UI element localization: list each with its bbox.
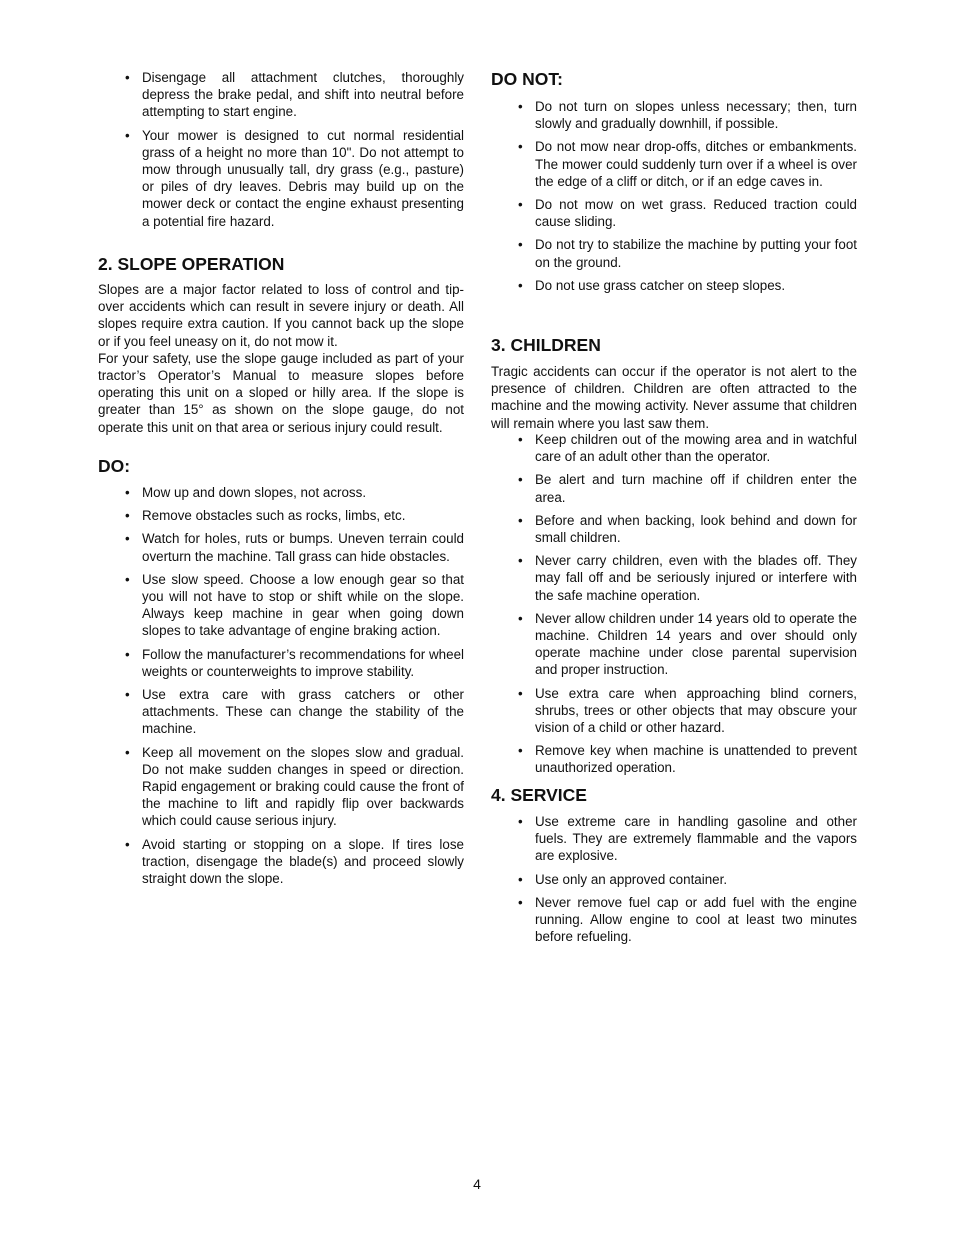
children-paragraph: Tragic accidents can occur if the operator is not alert to the presence of children. Children are often attracted to the machine and the mowing activity. Never assume that children will remain where you last saw them.: [491, 364, 857, 431]
section-heading-service: 4. SERVICE: [491, 785, 587, 805]
slope-text-block: [98, 281, 464, 436]
list-item-text: Do not mow near drop-offs, ditches or embankments. The mower could suddenly turn over if a wheel is over the edge of a cliff or ditch, or if an edge caves in.: [535, 139, 857, 189]
service-list-block: [491, 813, 857, 951]
list-item-text: Never carry children, even with the blades off. They may fall off and be seriously injured or interfere with the safe machine operation.: [535, 553, 857, 603]
list-item-text: Use slow speed. Choose a low enough gear so that you will not have to stop or shift while on the slope. Always keep machine in gear when going down slopes to take advantage of engine braking action.: [142, 571, 464, 639]
list-item: [491, 138, 857, 190]
service-bullet-list: [491, 813, 857, 945]
list-item-text: Avoid starting or stopping on a slope. If tires lose traction, disengage the blade(s) and proceed slowly straight down the slope.: [142, 836, 464, 887]
list-item-text: Do not turn on slopes unless necessary; then, turn slowly and gradually downhill, if possible.: [535, 99, 857, 132]
do-heading: DO:: [98, 456, 131, 476]
bullet-icon: •: [518, 237, 523, 253]
list-item: [491, 742, 857, 776]
list-item: [98, 484, 464, 501]
slope-paragraph-1: Slopes are a major factor related to loss of control and tip-over accidents which can result in severe injury or death. All slopes require extra caution. If you cannot back up the slope or if you feel uneasy on it, do not mow it.: [98, 282, 464, 349]
bullet-icon: •: [518, 432, 523, 447]
list-item: [98, 507, 464, 524]
do-not-bullet-list: [491, 98, 857, 294]
list-item: [491, 471, 857, 505]
list-item: [491, 236, 857, 270]
list-item-text: Do not use grass catcher on steep slopes.: [535, 277, 786, 293]
list-item-text: Mow up and down slopes, not across.: [142, 485, 367, 500]
intro-bullet-list: [98, 69, 464, 230]
do-not-heading: DO NOT:: [491, 69, 563, 89]
bullet-icon: •: [518, 512, 523, 528]
list-item-text: Do not mow on wet grass. Reduced traction could cause sliding.: [535, 197, 857, 230]
list-item: [491, 196, 857, 230]
bullet-icon: •: [125, 744, 130, 760]
children-list-block: [491, 431, 857, 783]
bullet-icon: •: [125, 127, 130, 143]
bullet-icon: •: [518, 472, 523, 488]
list-item: [98, 127, 464, 230]
list-item: [491, 685, 857, 737]
list-item: [491, 552, 857, 604]
list-item-text: Your mower is designed to cut normal residential grass of a height no more than 10". Do not attempt to mow through unusually tall, dry grass (e.g., pasture) or piles of dry leaves. Debris may build up on the mower deck or contact the engine exhaust presenting a potential fire hazard.: [142, 127, 464, 229]
list-item-text: Never remove fuel cap or add fuel with the engine running. Allow engine to cool at least two minutes before refueling.: [535, 894, 857, 945]
list-item-text: Before and when backing, look behind and down for small children.: [535, 512, 857, 546]
bullet-icon: •: [518, 277, 523, 293]
bullet-icon: •: [125, 531, 130, 547]
do-list-block: [98, 484, 464, 893]
bullet-icon: •: [518, 610, 523, 626]
list-item-text: Use extreme care in handling gasoline and other fuels. They are extremely flammable and the vapors are explosive.: [535, 814, 857, 864]
do-bullet-list: [98, 484, 464, 887]
bullet-icon: •: [125, 485, 130, 500]
list-item-text: Watch for holes, ruts or bumps. Uneven terrain could overturn the machine. Tall grass can hide obstacles.: [142, 531, 464, 564]
list-item: [98, 836, 464, 888]
list-item-text: Use only an approved container.: [535, 871, 728, 887]
list-item: [491, 610, 857, 679]
list-item: [98, 571, 464, 640]
list-item-text: Use extra care with grass catchers or other attachments. These can change the stability of the machine.: [142, 687, 464, 737]
list-item: [491, 871, 857, 888]
list-item-text: Be alert and turn machine off if children enter the area.: [535, 472, 857, 505]
bullet-icon: •: [125, 70, 130, 85]
list-item-text: Remove key when machine is unattended to prevent unauthorized operation.: [535, 743, 857, 776]
bullet-icon: •: [518, 685, 523, 701]
children-bullet-list: [491, 431, 857, 777]
list-item: [98, 530, 464, 564]
bullet-icon: •: [518, 814, 523, 829]
list-item-text: Follow the manufacturer’s recommendations for wheel weights or counterweights to improve stability.: [142, 646, 464, 679]
bullet-icon: •: [125, 836, 130, 852]
list-item: [491, 512, 857, 546]
bullet-icon: •: [518, 871, 523, 887]
list-item: [98, 646, 464, 680]
list-item: [98, 686, 464, 738]
list-item: [98, 744, 464, 830]
list-item-text: Do not try to stabilize the machine by putting your foot on the ground.: [535, 237, 857, 270]
list-item-text: Keep all movement on the slopes slow and gradual. Do not make sudden changes in speed or direction. Rapid engagement or braking could cause the front of the machine to lift and rapidly flip over backwards which could cause serious injury.: [142, 744, 464, 829]
bullet-icon: •: [125, 571, 130, 587]
list-item: [98, 69, 464, 121]
list-item: [491, 277, 857, 294]
bullet-icon: •: [518, 139, 523, 155]
list-item-text: Disengage all attachment clutches, thoroughly depress the brake pedal, and shift into neutral before attempting to start engine.: [142, 70, 464, 120]
list-item: [491, 894, 857, 946]
page-number: 4: [473, 1176, 481, 1192]
bullet-icon: •: [518, 99, 523, 114]
bullet-icon: •: [125, 646, 130, 662]
list-item-text: Never allow children under 14 years old to operate the machine. Children 14 years and over should only operate machine under close parental supervision and proper instruction.: [535, 610, 857, 678]
list-item: [491, 98, 857, 132]
list-item: [491, 431, 857, 465]
bullet-icon: •: [518, 553, 523, 569]
slope-paragraph-2: For your safety, use the slope gauge included as part of your tractor’s Operator’s Manual to measure slopes before operating this unit on a sloped or hilly area. If the slope is greater than 15° as shown on the slope gauge, do not operate this unit on that area or serious injury could result.: [98, 350, 464, 435]
section-heading-slope-operation: 2. SLOPE OPERATION: [98, 254, 285, 274]
bullet-icon: •: [518, 894, 523, 910]
do-not-list-block: [491, 98, 857, 300]
bullet-icon: •: [125, 508, 130, 524]
bullet-icon: •: [518, 743, 523, 759]
children-text-block: [491, 363, 857, 432]
list-item-text: Remove obstacles such as rocks, limbs, etc.: [142, 508, 406, 524]
list-item: [491, 813, 857, 865]
section-heading-children: 3. CHILDREN: [491, 335, 601, 355]
list-item-text: Use extra care when approaching blind corners, shrubs, trees or other objects that may obscure your vision of a child or other hazard.: [535, 685, 857, 736]
bullet-icon: •: [125, 687, 130, 703]
list-item-text: Keep children out of the mowing area and in watchful care of an adult other than the operator.: [535, 432, 857, 465]
bullet-icon: •: [518, 197, 523, 213]
intro-list-block: [98, 69, 464, 236]
